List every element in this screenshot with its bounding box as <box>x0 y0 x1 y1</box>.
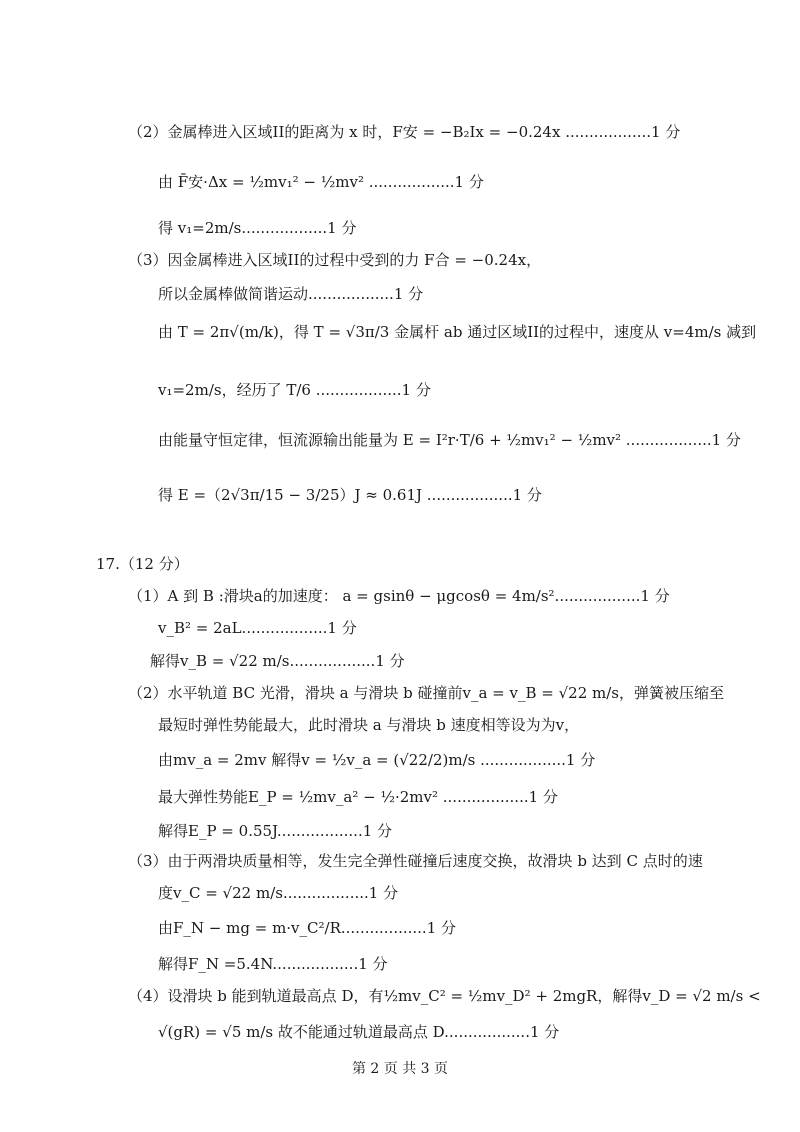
text-line: 解得v_B = √22 m/s..................1 分 <box>150 652 405 670</box>
text-line: 解得E_P = 0.55J..................1 分 <box>158 822 393 840</box>
text-line: 所以金属棒做简谐运动..................1 分 <box>158 285 424 303</box>
text-line: √(gR) = √5 m/s 故不能通过轨道最高点 D..................1 分 <box>158 1023 560 1041</box>
text-line: 由mv_a = 2mv 解得v = ½v_a = (√22/2)m/s ..................1 分 <box>158 751 596 769</box>
text-line: （1）A 到 B :滑块a的加速度： a = gsinθ − μgcosθ = 4m/s²..................1 分 <box>128 587 670 605</box>
text-line: 由 F̄安·Δx = ½mv₁² − ½mv² ..................1 分 <box>158 173 484 191</box>
text-line: （2）水平轨道 BC 光滑，滑块 a 与滑块 b 碰撞前v_a = v_B = √22 m/s，弹簧被压缩至 <box>128 684 724 702</box>
text-line: 最短时弹性势能最大，此时滑块 a 与滑块 b 速度相等设为为v， <box>158 716 580 734</box>
text-line: 得 v₁=2m/s..................1 分 <box>158 219 357 237</box>
text-line: 由F_N − mg = m·v_C²/R..................1 分 <box>158 919 457 937</box>
text-line: 由能量守恒定律，恒流源输出能量为 E = I²r·T/6 + ½mv₁² − ½mv² ..................1 分 <box>158 431 741 449</box>
text-line: 最大弹性势能E_P = ½mv_a² − ½·2mv² ..................1 分 <box>158 788 558 806</box>
text-line: v_B² = 2aL..................1 分 <box>158 619 357 637</box>
question-heading: 17.（12 分） <box>96 555 189 573</box>
text-line: 解得F_N =5.4N..................1 分 <box>158 955 388 973</box>
text-line: 由 T = 2π√(m/k)，得 T = √3π/3 金属杆 ab 通过区域II的过程中，速度从 v=4m/s 减到 <box>158 323 757 341</box>
text-line: 得 E =（2√3π/15 − 3/25）J ≈ 0.61J ..................1 分 <box>158 486 542 504</box>
text-line: （2）金属棒进入区域II的距离为 x 时，F安 = −B₂Ix = −0.24x ..................1 分 <box>128 123 681 141</box>
text-line: 度v_C = √22 m/s..................1 分 <box>158 884 399 902</box>
page-footer: 第 2 页 共 3 页 <box>351 1061 449 1077</box>
text-line: （3）因金属棒进入区域II的过程中受到的力 F合 = −0.24x， <box>128 251 542 269</box>
text-line: （4）设滑块 b 能到轨道最高点 D，有½mv_C² = ½mv_D² + 2mgR，解得v_D = √2 m/s < <box>128 987 761 1005</box>
text-line: （3）由于两滑块质量相等，发生完全弹性碰撞后速度交换，故滑块 b 达到 C 点时的速 <box>128 852 703 870</box>
text-line: v₁=2m/s，经历了 T/6 ..................1 分 <box>158 381 431 399</box>
